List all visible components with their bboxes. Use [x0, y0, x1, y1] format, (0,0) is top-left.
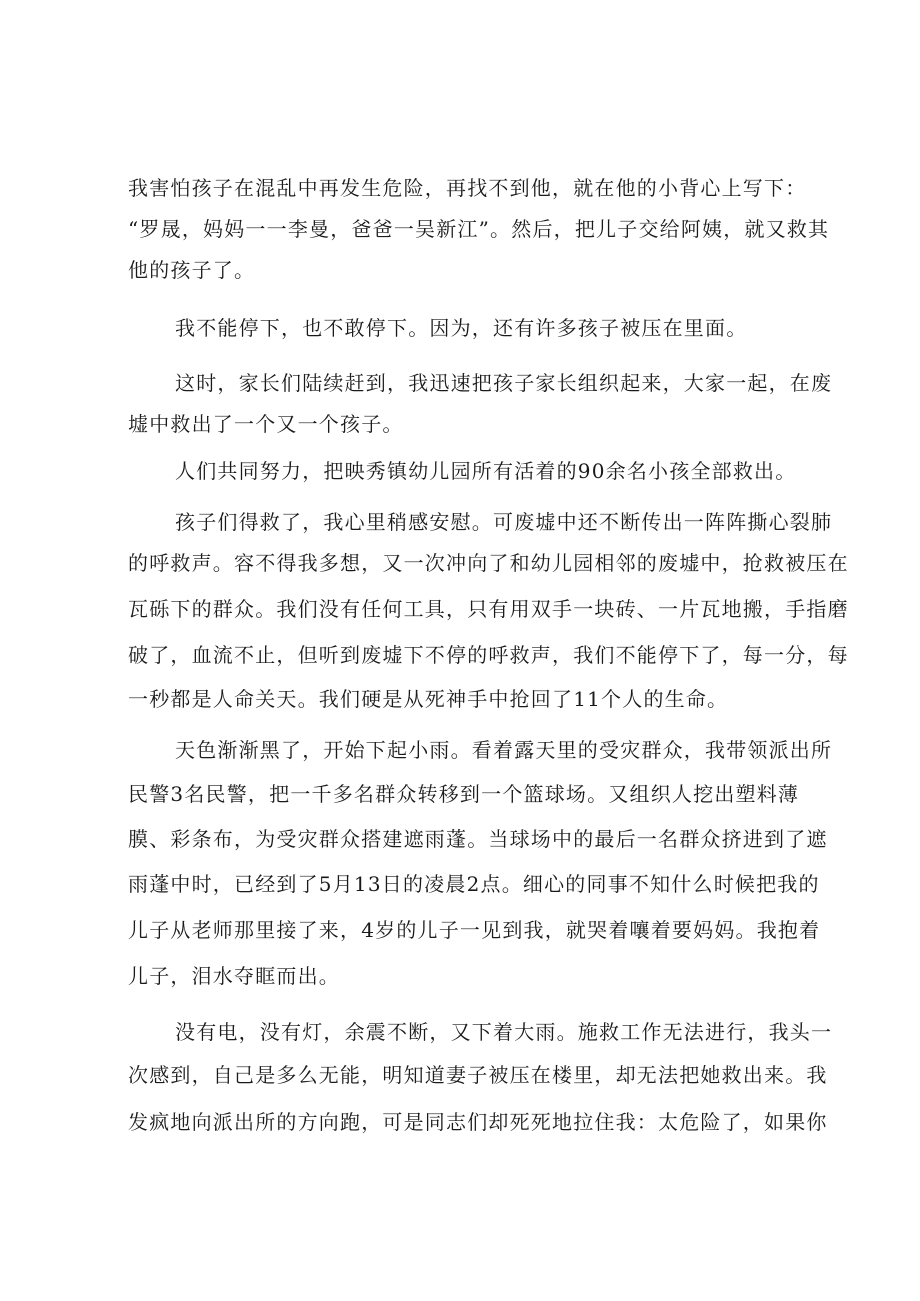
text-line: 发疯地向派出所的方向跑，可是同志们却死死地拉住我：太危险了，如果你 [128, 1110, 828, 1134]
text-line: 我害怕孩子在混乱中再发生危险，再找不到他，就在他的小背心上写下： [128, 176, 807, 200]
text-line: 人们共同努力，把映秀镇幼儿园所有活着的90余名小孩全部救出。 [175, 459, 797, 483]
text-line: 的呼救声。容不得我多想，又一次冲向了和幼儿园相邻的废墟中，抢救被压在 [128, 551, 849, 575]
text-line: 我不能停下，也不敢停下。因为，还有许多孩子被压在里面。 [175, 316, 748, 340]
text-line: 一秒都是人命关天。我们硬是从死神手中抢回了11个人的生命。 [128, 687, 729, 711]
text-line: 儿子从老师那里接了来，4岁的儿子一见到我，就哭着嚷着要妈妈。我抱着 [128, 918, 821, 942]
text-line: 膜、彩条布，为受灾群众搭建遮雨蓬。当球场中的最后一名群众挤进到了遮 [128, 827, 828, 851]
text-line: 天色渐渐黑了，开始下起小雨。看着露天里的受灾群众，我带领派出所 [175, 738, 833, 762]
text-line: 墟中救出了一个又一个孩子。 [128, 412, 404, 436]
text-line: “罗晟，妈妈一一李曼，爸爸一吴新江”。然后，把儿子交给阿姨，就又救其 [128, 217, 830, 241]
text-line: 民警3名民警，把一千多名群众转移到一个篮球场。又组织人挖出塑料薄 [128, 782, 800, 806]
text-line: 这时，家长们陆续赶到，我迅速把孩子家长组织起来，大家一起，在废 [175, 371, 833, 395]
text-line: 瓦砾下的群众。我们没有任何工具，只有用双手一块砖、一片瓦地搬，手指磨 [128, 597, 849, 621]
text-line: 儿子，泪水夺眶而出。 [128, 964, 340, 988]
text-line: 孩子们得救了，我心里稍感安慰。可废墟中还不断传出一阵阵撕心裂肺 [175, 510, 833, 534]
text-line: 破了，血流不止，但听到废墟下不停的呼救声，我们不能停下了，每一分，每 [128, 643, 849, 667]
text-line: 雨蓬中时，已经到了5月13日的凌晨2点。细心的同事不知什么时候把我的 [128, 872, 820, 896]
text-line: 次感到，自己是多么无能，明知道妻子被压在楼里，却无法把她救出来。我 [128, 1063, 828, 1087]
text-line: 他的孩子了。 [128, 258, 256, 282]
text-line: 没有电，没有灯，余震不断，又下着大雨。施救工作无法进行，我头一 [175, 1020, 833, 1044]
